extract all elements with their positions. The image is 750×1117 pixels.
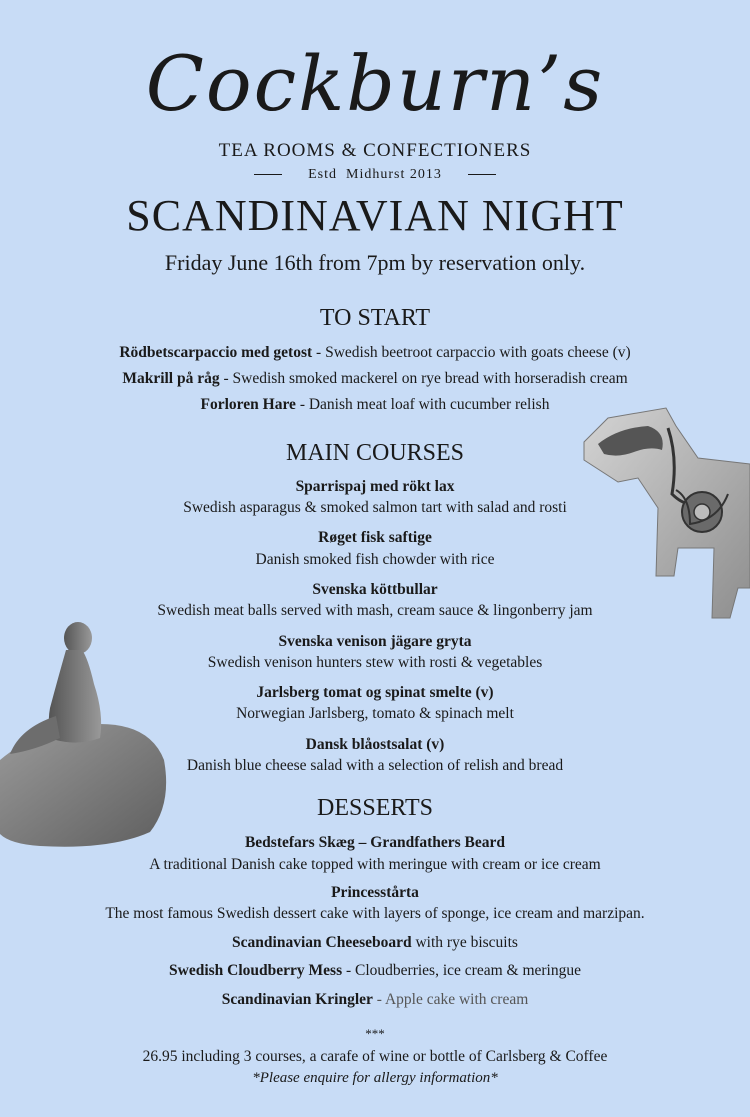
main-desc: Swedish venison hunters stew with rosti & vegetables — [207, 654, 543, 671]
main-name-text: Svenska köttbullar — [312, 581, 438, 598]
dessert-item — [0, 934, 750, 952]
dessert-name — [0, 884, 750, 902]
main-name-text: Svenska venison jägare gryta — [278, 633, 472, 650]
main-name-text: Dansk blåostsalat (v) — [305, 736, 445, 753]
main-name-text: Jarlsberg tomat og spinat smelte (v) — [256, 684, 494, 701]
separator-stars: *** — [365, 1026, 385, 1041]
allergy-note: *Please enquire for allergy information* — [252, 1070, 498, 1086]
dessert-name-text: Scandinavian Cheeseboard — [232, 934, 412, 951]
page-title: SCANDINAVIAN NIGHT — [126, 191, 624, 240]
dessert-item — [0, 962, 750, 980]
starter-desc: - Swedish beetroot carpaccio with goats cheese (v) — [312, 344, 631, 361]
main-desc: Swedish asparagus & smoked salmon tart with salad and rosti — [183, 499, 567, 516]
main-desc: Danish blue cheese salad with a selection of relish and bread — [186, 757, 564, 774]
dala-horse-illustration — [578, 398, 750, 620]
divider — [468, 174, 496, 175]
starter-name: Rödbetscarpaccio med getost — [119, 344, 313, 361]
starter-desc: - Swedish smoked mackerel on rye bread with horseradish cream — [219, 370, 628, 387]
divider — [254, 174, 282, 175]
dessert-desc: with rye biscuits — [411, 934, 518, 951]
starter-name: Forloren Hare — [200, 396, 296, 413]
brand-tagline: TEA ROOMS & CONFECTIONERS — [218, 140, 532, 161]
main-desc: Norwegian Jarlsberg, tomato & spinach melt — [236, 705, 514, 722]
dessert-desc: - Apple cake with cream — [372, 991, 529, 1008]
main-desc: Danish smoked fish chowder with rice — [255, 551, 495, 568]
dessert-name-text: Scandinavian Kringler — [221, 991, 373, 1008]
main-name-text: Sparrispaj med rökt lax — [295, 478, 455, 495]
established-line — [0, 167, 750, 183]
starters-heading: TO START — [319, 305, 431, 331]
mains-heading: MAIN COURSES — [285, 440, 465, 466]
dessert-desc: A traditional Danish cake topped with meringue with cream or ice cream — [149, 856, 601, 873]
dessert-item — [0, 991, 750, 1009]
starter-item — [0, 344, 750, 362]
starter-item — [0, 370, 750, 388]
desserts-heading: DESSERTS — [317, 795, 433, 821]
starter-desc: - Danish meat loaf with cucumber relish — [295, 396, 550, 413]
brand-logo: Cockburn’s — [145, 39, 605, 128]
dessert-name-text: Princesstårta — [331, 884, 419, 901]
established-text: Estd Midhurst 2013 — [308, 167, 442, 182]
dessert-name-text: Bedstefars Skæg – Grandfathers Beard — [244, 834, 506, 851]
dessert-desc: The most famous Swedish dessert cake with layers of sponge, ice cream and marzipan. — [105, 905, 645, 922]
main-desc: Swedish meat balls served with mash, cream sauce & lingonberry jam — [157, 602, 593, 619]
price-line: 26.95 including 3 courses, a carafe of wine or bottle of Carlsberg & Coffee — [142, 1048, 608, 1065]
event-subtitle: Friday June 16th from 7pm by reservation only. — [164, 250, 586, 275]
dessert-name-text: Swedish Cloudberry Mess — [169, 962, 343, 979]
little-mermaid-illustration — [0, 620, 172, 850]
dessert-desc: - Cloudberries, ice cream & meringue — [342, 962, 581, 979]
starter-name: Makrill på råg — [122, 370, 220, 387]
main-name-text: Røget fisk saftige — [318, 529, 432, 546]
